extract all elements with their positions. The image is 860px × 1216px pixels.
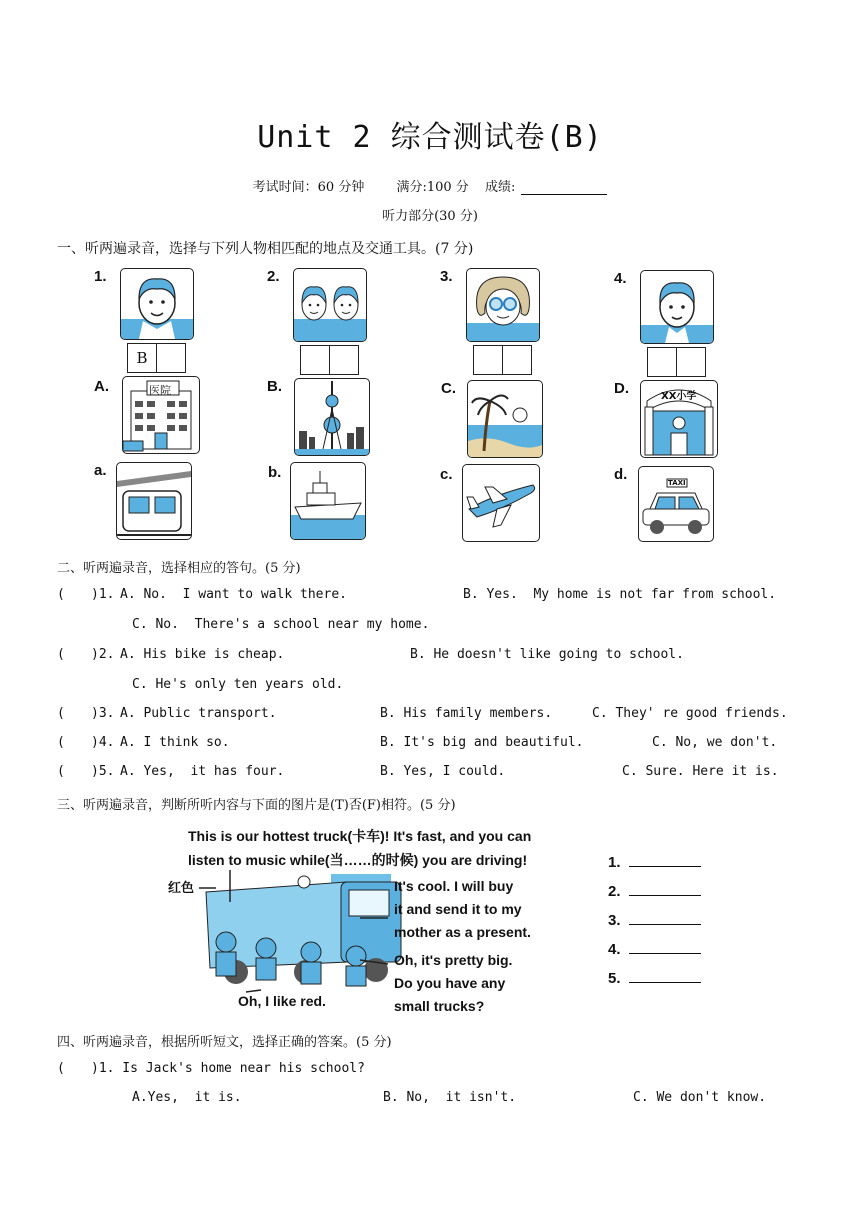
option-4-1-a: A.Yes, it is. bbox=[132, 1090, 242, 1105]
speech-right-1: It's cool. I will buy bbox=[394, 878, 514, 894]
person-2-number: 2. bbox=[267, 268, 280, 285]
speech-right-3: mother as a present. bbox=[394, 924, 531, 940]
transport-c-label: c. bbox=[440, 466, 453, 483]
section4-heading: 四、听两遍录音，根据所听短文，选择正确的答案。(5 分) bbox=[57, 1035, 392, 1050]
answer-transport-1[interactable] bbox=[157, 344, 185, 372]
hospital-icon bbox=[122, 376, 200, 454]
option-2-4-b: B. It's big and beautiful. bbox=[380, 735, 584, 750]
tf-answers bbox=[608, 852, 701, 997]
exam-time: 考试时间：60 分钟 bbox=[252, 180, 365, 195]
school-sign: XX小学 bbox=[661, 391, 697, 402]
tf-answer-2[interactable]: 2. bbox=[608, 881, 701, 910]
plane-icon bbox=[462, 464, 540, 542]
tf-answer-4[interactable]: 4. bbox=[608, 939, 701, 968]
taxi-sign: TAXI bbox=[668, 479, 686, 487]
question-paren[interactable]: ( bbox=[57, 735, 81, 750]
option-2-5-c: C. Sure. Here it is. bbox=[622, 764, 779, 779]
exam-info bbox=[0, 176, 860, 195]
listening-subtitle: 听力部分(30 分) bbox=[382, 209, 478, 224]
truck-picture bbox=[166, 822, 546, 1018]
question-paren[interactable]: ( bbox=[57, 647, 81, 662]
question-2-5-number: )5. bbox=[91, 764, 115, 779]
page-title: Unit 2 综合测试卷(B) bbox=[257, 120, 603, 155]
grade-label: 成绩: bbox=[484, 180, 516, 195]
section1-heading: 一、听两遍录音，选择与下列人物相匹配的地点及交通工具。(7 分) bbox=[57, 241, 474, 257]
option-2-3-c: C. They' re good friends. bbox=[592, 706, 788, 721]
boy-face-icon bbox=[120, 268, 194, 340]
answer-transport-3[interactable] bbox=[503, 346, 531, 374]
section2-heading: 二、听两遍录音，选择相应的答句。(5 分) bbox=[57, 561, 301, 576]
answer-transport-4[interactable] bbox=[677, 348, 705, 376]
speech-right-5: Do you have any bbox=[394, 975, 506, 991]
option-2-5-a: A. Yes, it has four. bbox=[120, 764, 285, 779]
option-2-2-b: B. He doesn't like going to school. bbox=[410, 647, 684, 662]
option-2-1-c: C. No. There's a school near my home. bbox=[132, 617, 430, 632]
question-2-1-number: )1. bbox=[91, 587, 115, 602]
speech-line-2: listen to music while(当……的时候) you are driving! bbox=[188, 852, 528, 868]
answer-transport-2[interactable] bbox=[330, 346, 358, 374]
answer-place-1[interactable]: B bbox=[128, 344, 157, 372]
answer-place-2[interactable] bbox=[301, 346, 330, 374]
person-4-number: 4. bbox=[614, 270, 627, 287]
transport-d-label: d. bbox=[614, 466, 628, 483]
speech-right-6: small trucks? bbox=[394, 998, 485, 1014]
option-2-1-a: A. No. I want to walk there. bbox=[120, 587, 347, 602]
option-2-4-a: A. I think so. bbox=[120, 735, 230, 750]
answer-box-4[interactable] bbox=[647, 347, 706, 377]
person-3-number: 3. bbox=[440, 268, 453, 285]
full-score: 满分:100 分 bbox=[396, 180, 469, 195]
subway-icon bbox=[116, 462, 192, 540]
option-4-1-b: B. No, it isn't. bbox=[383, 1090, 517, 1105]
red-color-label: 红色 bbox=[168, 880, 195, 895]
question-2-2-number: )2. bbox=[91, 647, 115, 662]
answer-place-4[interactable] bbox=[648, 348, 677, 376]
question-2-4-number: )4. bbox=[91, 735, 115, 750]
question-paren[interactable]: ( bbox=[57, 706, 81, 721]
option-2-5-b: B. Yes, I could. bbox=[380, 764, 506, 779]
question-4-1: )1. Is Jack's home near his school? bbox=[91, 1061, 365, 1076]
question-paren[interactable]: ( bbox=[57, 1061, 81, 1076]
option-2-2-c: C. He's only ten years old. bbox=[132, 677, 344, 692]
woman-glasses-icon bbox=[466, 268, 540, 342]
tf-answer-3[interactable]: 3. bbox=[608, 910, 701, 939]
speech-right-4: Oh, it's pretty big. bbox=[394, 952, 513, 968]
question-2-3-number: )3. bbox=[91, 706, 115, 721]
taxi-icon bbox=[638, 466, 714, 542]
tf-answer-5[interactable]: 5. bbox=[608, 968, 701, 997]
place-c-label: C. bbox=[441, 380, 456, 397]
question-paren[interactable]: ( bbox=[57, 764, 81, 779]
tf-answer-1[interactable]: 1. bbox=[608, 852, 701, 881]
option-4-1-c: C. We don't know. bbox=[633, 1090, 767, 1105]
option-2-2-a: A. His bike is cheap. bbox=[120, 647, 285, 662]
place-b-label: B. bbox=[267, 378, 282, 395]
transport-b-label: b. bbox=[268, 464, 282, 481]
hospital-sign: 医院 bbox=[149, 384, 171, 397]
option-2-4-c: C. No, we don't. bbox=[652, 735, 778, 750]
option-2-1-b: B. Yes. My home is not far from school. bbox=[463, 587, 777, 602]
question-paren[interactable]: ( bbox=[57, 587, 81, 602]
speech-right-2: it and send it to my bbox=[394, 901, 522, 917]
place-a-label: A. bbox=[94, 378, 109, 395]
option-2-3-a: A. Public transport. bbox=[120, 706, 277, 721]
two-girls-icon bbox=[293, 268, 367, 342]
person-1-number: 1. bbox=[94, 268, 107, 285]
option-2-3-b: B. His family members. bbox=[380, 706, 553, 721]
boy-face-icon bbox=[640, 270, 714, 344]
section3-heading: 三、听两遍录音，判断所听内容与下面的图片是(T)否(F)相符。(5 分) bbox=[57, 798, 456, 813]
tv-tower-icon bbox=[294, 378, 370, 456]
answer-place-3[interactable] bbox=[474, 346, 503, 374]
ship-icon bbox=[290, 462, 366, 540]
speech-line-1: This is our hottest truck(卡车)! It's fast, and you can bbox=[188, 828, 532, 844]
answer-box-2[interactable] bbox=[300, 345, 359, 375]
beach-icon bbox=[467, 380, 543, 458]
transport-a-label: a. bbox=[94, 462, 107, 479]
answer-box-3[interactable] bbox=[473, 345, 532, 375]
place-d-label: D. bbox=[614, 380, 629, 397]
answer-box-1[interactable] bbox=[127, 343, 186, 373]
speech-bottom: Oh, I like red. bbox=[238, 993, 326, 1009]
school-icon bbox=[640, 380, 718, 458]
grade-blank[interactable] bbox=[521, 182, 607, 195]
